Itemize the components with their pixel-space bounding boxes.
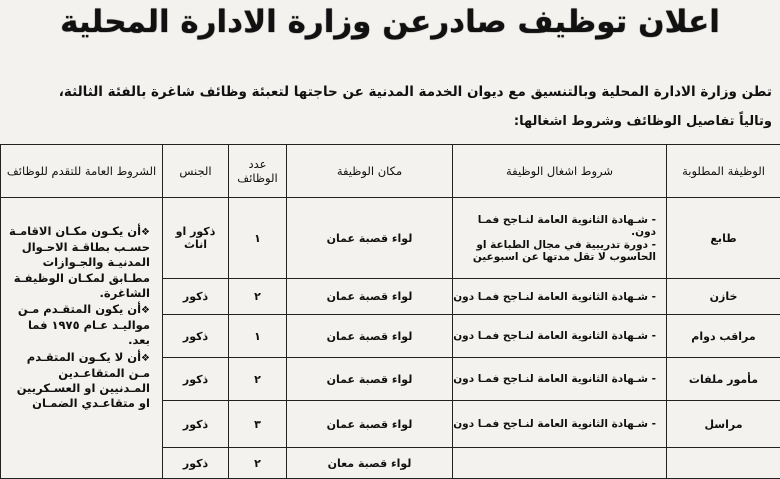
location-cell: لواء قصبة عمان <box>287 358 453 401</box>
location-cell: لواء قصبة عمان <box>287 279 453 315</box>
location-cell: لواء قصبة معان <box>287 448 453 479</box>
header-gender: الجنس <box>163 145 229 198</box>
jobs-table <box>0 144 780 479</box>
job-cell: مأمور ملفات <box>667 358 780 401</box>
table-header-row <box>1 145 780 198</box>
requirement-item: - دورة تدريبية في مجال الطباعة او الحاسوب لا تقل مدتها عن اسبوعين <box>453 239 656 263</box>
location-cell: لواء قصبة عمان <box>287 315 453 358</box>
header-job: الوظيفة المطلوبة <box>667 145 780 198</box>
count-cell: ٢ <box>229 279 287 315</box>
header-count: عدد الوظائف <box>229 145 287 198</box>
requirements-cell <box>453 448 667 479</box>
location-cell: لواء قصبة عمان <box>287 401 453 448</box>
requirements-cell <box>453 401 667 448</box>
gender-cell: ذكور <box>163 279 229 315</box>
requirement-item: - شـهادة الثانوية العامة لنـاجح فمـا دون. <box>453 214 656 238</box>
general-conditions-cell <box>1 198 163 479</box>
count-cell: ١ <box>229 198 287 279</box>
requirement-item: - شـهادة الثانوية العامة لنـاجح فمـا دون <box>453 291 656 303</box>
general-condition-item: ❖ أن يكون المتقـدم مـن مواليـد عـام ١٩٧٥ فما بعد. <box>5 302 150 349</box>
count-cell: ٢ <box>229 448 287 479</box>
requirements-cell <box>453 315 667 358</box>
count-cell: ٣ <box>229 401 287 448</box>
gender-cell: ذكور <box>163 315 229 358</box>
general-condition-item: ❖ أن لا يكـون المتقـدم مـن المتقاعـدين المـدنيين او العسـكريين او متقاعـدي الضمـان <box>5 350 150 412</box>
job-cell <box>667 448 780 479</box>
header-requirements: شروط اشغال الوظيفة <box>453 145 667 198</box>
table-row <box>1 198 780 279</box>
job-cell: مراقب دوام <box>667 315 780 358</box>
requirement-item: - شـهادة الثانوية العامة لنـاجح فمـا دون <box>453 373 656 385</box>
header-general: الشروط العامة للتقدم للوظائف <box>1 145 163 198</box>
page-title: اعلان توظيف صادرعن وزارة الادارة المحلية <box>0 4 780 40</box>
count-cell: ٢ <box>229 358 287 401</box>
requirements-cell <box>453 198 667 279</box>
requirement-item: - شـهادة الثانوية العامة لنـاجح فمـا دون <box>453 330 656 342</box>
location-cell: لواء قصبة عمان <box>287 198 453 279</box>
intro-text: تطن وزارة الادارة المحلية وبالتنسيق مع ديوان الخدمة المدنية عن حاجتها لتعبئة وظائف شاغرة بالفئة الثالثة، <box>2 84 772 100</box>
requirement-item: - شـهادة الثانوية العامة لنـاجح فمـا دون <box>453 418 656 430</box>
job-cell: طابع <box>667 198 780 279</box>
requirements-cell <box>453 358 667 401</box>
count-cell: ١ <box>229 315 287 358</box>
gender-cell: ذكور <box>163 448 229 479</box>
job-cell: مراسل <box>667 401 780 448</box>
general-condition-item: ❖ أن يكـون مكـان الاقامـة حسـب بطاقـة الاحـوال المدنيـة والجـوازات مطـابق لمكـان الوظيفـة الشاغرة. <box>5 224 150 301</box>
gender-cell: ذكور <box>163 358 229 401</box>
subtitle-text: وتالياً تفاصيل الوظائف وشروط اشغالها: <box>514 114 772 129</box>
job-cell: خازن <box>667 279 780 315</box>
gender-cell: ذكور <box>163 401 229 448</box>
gender-cell: ذكور او اناث <box>163 198 229 279</box>
header-location: مكان الوظيفة <box>287 145 453 198</box>
requirements-cell <box>453 279 667 315</box>
